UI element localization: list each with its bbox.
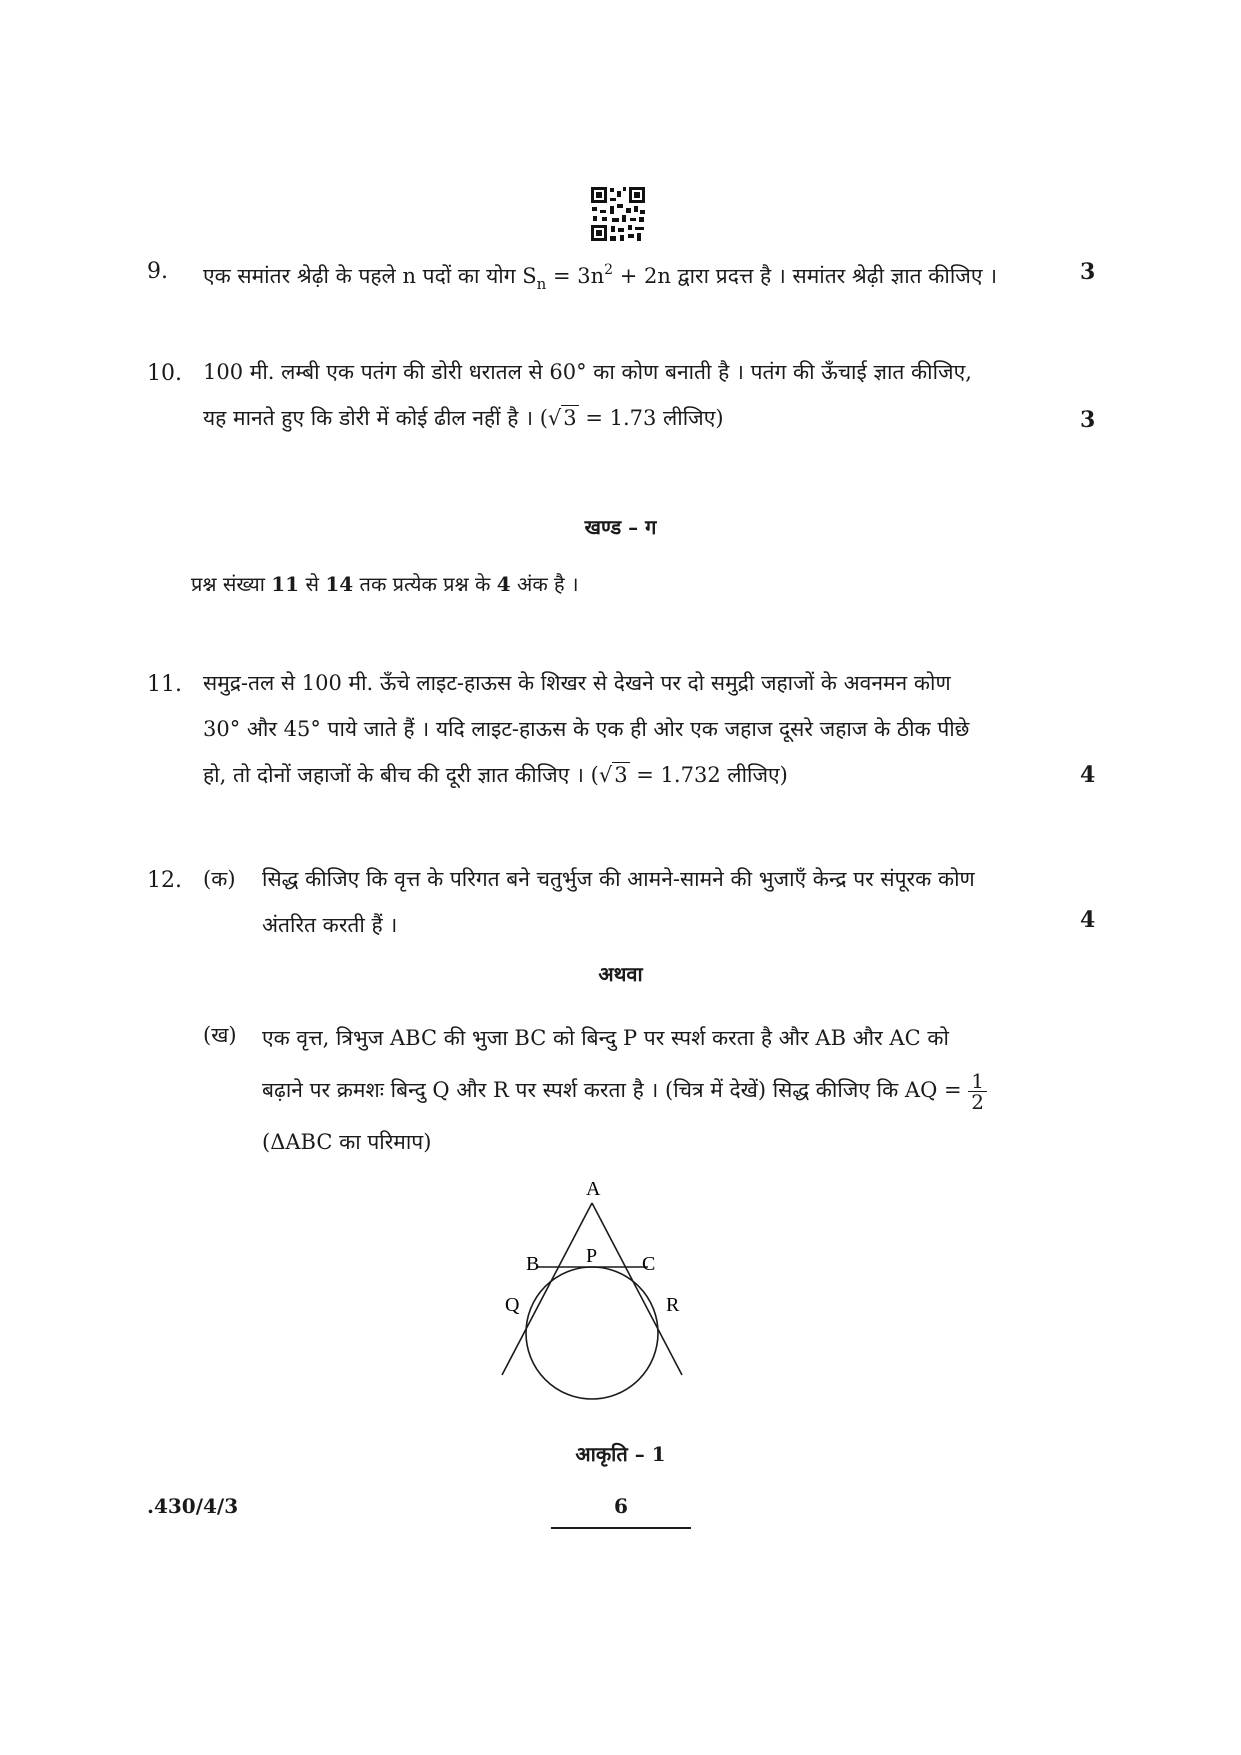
label-a: A — [586, 1178, 601, 1200]
marks: 4 — [1080, 907, 1096, 933]
option-label: (क) — [203, 867, 236, 891]
marks: 3 — [1080, 407, 1096, 433]
label-r: R — [666, 1294, 680, 1316]
section-title: खण्ड – ग — [584, 515, 657, 539]
option-label: (ख) — [203, 1023, 237, 1047]
question-9-text: एक समांतर श्रेढ़ी के पहले n पदों का योग $S_n = 3n^2 + 2n$ द्वारा प्रदत्त है । समांतर श्रेढ़ी ज्ञात कीजिए । — [203, 262, 998, 293]
question-10-text: 100 मी. लम्बी एक पतंग की डोरी धरातल से 60° का कोण बनाती है । पतंग की ऊँचाई ज्ञात कीजिए, यह मानते हुए कि डोरी में कोई ढील नहीं है । (√3 = 1.73 लीजिए) — [203, 360, 972, 430]
question-12b-text: एक वृत्त, त्रिभुज ABC की भुजा BC को बिन्दु P पर स्पर्श करता है और AB और AC को बढ़ाने पर क्रमशः बिन्दु Q और R पर स्पर्श करता है । (चित्र में देखें) सिद्ध कीजिए कि AQ = $\frac{1}{2}$ (ΔABC का परिमाप) — [262, 1012, 1082, 1168]
label-q: Q — [505, 1294, 520, 1316]
marks: 3 — [1080, 259, 1096, 285]
label-p: P — [586, 1245, 598, 1267]
section-instruction: प्रश्न संख्या 11 से 14 तक प्रत्येक प्रश्न के 4 अंक है । — [191, 572, 579, 596]
question-12a-text: सिद्ध कीजिए कि वृत्त के परिगत बने चतुर्भुज की आमने-सामने की भुजाएँ केन्द्र पर संपूरक कोण अंतरित करती हैं । — [262, 867, 975, 937]
paper-code: .430/4/3 — [147, 1494, 239, 1518]
question-number: 11. — [147, 672, 182, 697]
label-b: B — [526, 1253, 540, 1275]
label-c: C — [642, 1253, 656, 1275]
or-separator: अथवा — [598, 962, 643, 986]
figure-caption: आकृति – 1 — [575, 1442, 666, 1466]
question-number: 10. — [147, 361, 182, 386]
question-11-text: समुद्र-तल से 100 मी. ऊँचे लाइट-हाऊस के शिखर से देखने पर दो समुद्री जहाजों के अवनमन कोण 30° और 45° पाये जाते हैं । यदि लाइट-हाऊस के एक ही ओर एक जहाज दूसरे जहाज के ठीक पीछे हो, तो दोनों जहाजों के बीच की दूरी ज्ञात कीजिए । (√3 = 1.732 लीजिए) — [203, 671, 970, 787]
fraction: $\frac{1}{2}$ — [968, 1071, 987, 1112]
qr-code — [590, 186, 646, 242]
page-number-rule — [551, 1527, 691, 1529]
question-number: 12. — [147, 868, 182, 893]
marks: 4 — [1080, 762, 1096, 788]
geometry-figure — [490, 1165, 710, 1425]
page-number: 6 — [614, 1494, 628, 1518]
question-number: 9. — [147, 259, 168, 284]
